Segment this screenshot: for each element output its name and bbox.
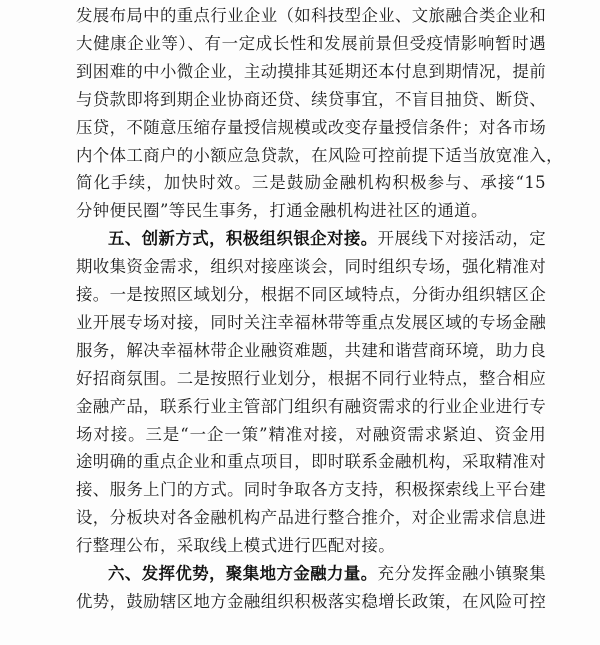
paragraph-line: 分钟便民圈”等民生事务，打通金融机构进社区的通道。 [76, 201, 488, 221]
paragraph-line: 好招商氛围。二是按照行业划分，根据不同行业特点，整合相应 [76, 368, 547, 388]
paragraph-line: 大健康企业等）、有一定成长性和发展前景但受疫情影响暂时遇 [76, 33, 546, 53]
paragraph-line: 优势，鼓励辖区地方金融组织积极落实稳增长政策，在风险可控 [76, 591, 547, 611]
section-six-first-line [108, 560, 546, 588]
paragraph-line: 与贷款即将到期企业协商还贷、续贷事宜，不盲目抽贷、断贷、 [76, 89, 547, 109]
paragraph-line: 到困难的中小微企业，主动摸排其延期还本付息到期情况，提前 [76, 61, 547, 81]
paragraph-line: 场对接。三是“一企一策”精准对接，对融资需求紧迫、资金用 [76, 424, 546, 444]
section-six-heading: 六、发挥优势，聚集地方金融力量。 [108, 564, 378, 583]
section-five-intro: 开展线下对接活动，定 [377, 229, 547, 249]
paragraph-line: 简化手续，加快时效。三是鼓励金融机构积极参与、承接“15 [76, 173, 546, 193]
paragraph-line: 期收集资金需求，组织对接座谈会，同时组织专场，强化精准对 [76, 257, 547, 277]
paragraph-line: 内个体工商户的小额应急贷款，在风险可控前提下适当放宽准入， [76, 145, 563, 165]
section-five-heading: 五、创新方式，积极组织银企对接。 [108, 229, 378, 249]
paragraph-line: 接。一是按照区域划分，根据不同区域特点，分街办组织辖区企 [76, 285, 547, 304]
section-five-first-line [108, 225, 546, 253]
paragraph-line: 行整理公布，采取线上模式进行匹配对接。 [76, 536, 396, 556]
paragraph-line: 服务，解决幸福林带企业融资难题，共建和谐营商环境，助力良 [76, 340, 547, 360]
paragraph-line: 业开展专场对接，同时关注幸福林带等重点发展区域的专场金融 [76, 312, 547, 332]
paragraph-line: 金融产品，联系行业主管部门组织有融资需求的行业企业进行专 [76, 396, 547, 416]
paragraph-line: 发展布局中的重点行业企业（如科技型企业、文旅融合类企业和 [76, 6, 547, 25]
paragraph-line: 设，分板块对各金融机构产品进行整合推介，对企业需求信息进 [76, 508, 547, 528]
paragraph-line: 途明确的重点企业和重点项目，即时联系金融机构，采取精准对 [76, 452, 547, 472]
paragraph-line: 接、服务上门的方式。同时争取各方支持，积极探索线上平台建 [76, 480, 547, 500]
section-six-intro: 充分发挥金融小镇聚集 [377, 564, 547, 583]
paragraph-line: 压贷，不随意压缩存量授信规模或改变存量授信条件；对各市场 [76, 117, 547, 137]
